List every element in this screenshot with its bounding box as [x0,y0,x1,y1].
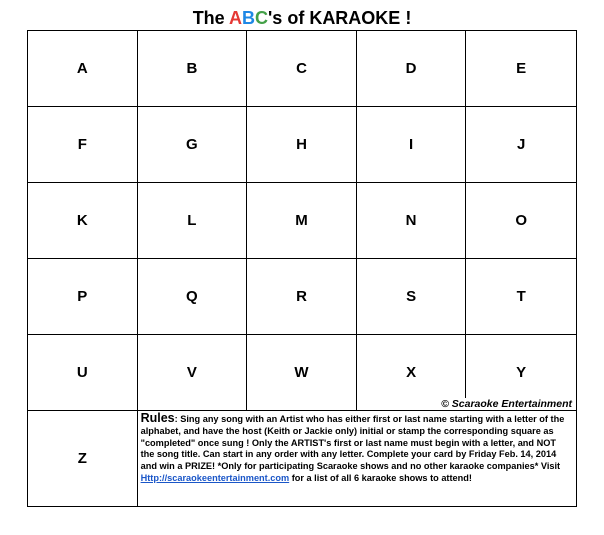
karaoke-letter-grid [27,30,577,507]
letter-square-q[interactable]: Q [138,259,248,335]
letter-square-v[interactable]: V [138,335,248,411]
title-letter-b: B [242,8,256,28]
letter-square-s[interactable]: S [357,259,467,335]
title-letter-c: C [255,8,269,28]
title-letter-a: A [229,8,243,28]
letter-square-t[interactable]: T [466,259,576,335]
letter-square-g[interactable]: G [138,107,248,183]
letter-square-c[interactable]: C [247,31,357,107]
rules-heading: Rules [140,411,175,425]
letter-square-e[interactable]: E [466,31,576,107]
letter-square-b[interactable]: B [138,31,248,107]
grid-row [28,259,576,335]
copyright-notice: © Scaraoke Entertainment [441,398,572,410]
letter-square-n[interactable]: N [357,183,467,259]
rules-tail: for a list of all 6 karaoke shows to attend! [289,472,472,483]
letter-square-f[interactable]: F [28,107,138,183]
letter-square-a[interactable]: A [28,31,138,107]
letter-square-d[interactable]: D [357,31,467,107]
letter-square-k[interactable]: K [28,183,138,259]
title-suffix: 's of KARAOKE ! [268,8,412,28]
letter-square-r[interactable]: R [247,259,357,335]
letter-square-w[interactable]: W [247,335,357,411]
page-title [0,5,604,31]
letter-square-o[interactable]: O [466,183,576,259]
letter-square-z[interactable]: Z [28,411,138,506]
letter-square-h[interactable]: H [247,107,357,183]
grid-row [28,107,576,183]
letter-square-p[interactable]: P [28,259,138,335]
grid-row [28,183,576,259]
rules-box [138,411,576,506]
letter-square-x[interactable]: X [357,335,467,411]
rules-text: : Sing any song with an Artist who has either first or last name starting with a letter of the alphabet, and have the host (Keith or Jackie only) initial or stamp the corresponding square as "completed" once sung ! Only the ARTIST's first or last name must begin with a letter, and NOT the song title. Can start in any order with any letter. Complete your card by Friday Feb. 14, 2014 and win a PRIZE! *Only for participating Scaraoke shows and no other karaoke companies* Visit [140,414,565,472]
website-link[interactable]: Http://scaraokeentertainment.com [140,472,290,483]
grid-row [28,31,576,107]
letter-square-l[interactable]: L [138,183,248,259]
letter-square-y[interactable]: Y [466,335,576,411]
letter-square-u[interactable]: U [28,335,138,411]
letter-square-j[interactable]: J [466,107,576,183]
title-prefix: The [192,8,230,28]
letter-square-i[interactable]: I [357,107,467,183]
letter-square-m[interactable]: M [247,183,357,259]
grid-row [28,411,576,506]
